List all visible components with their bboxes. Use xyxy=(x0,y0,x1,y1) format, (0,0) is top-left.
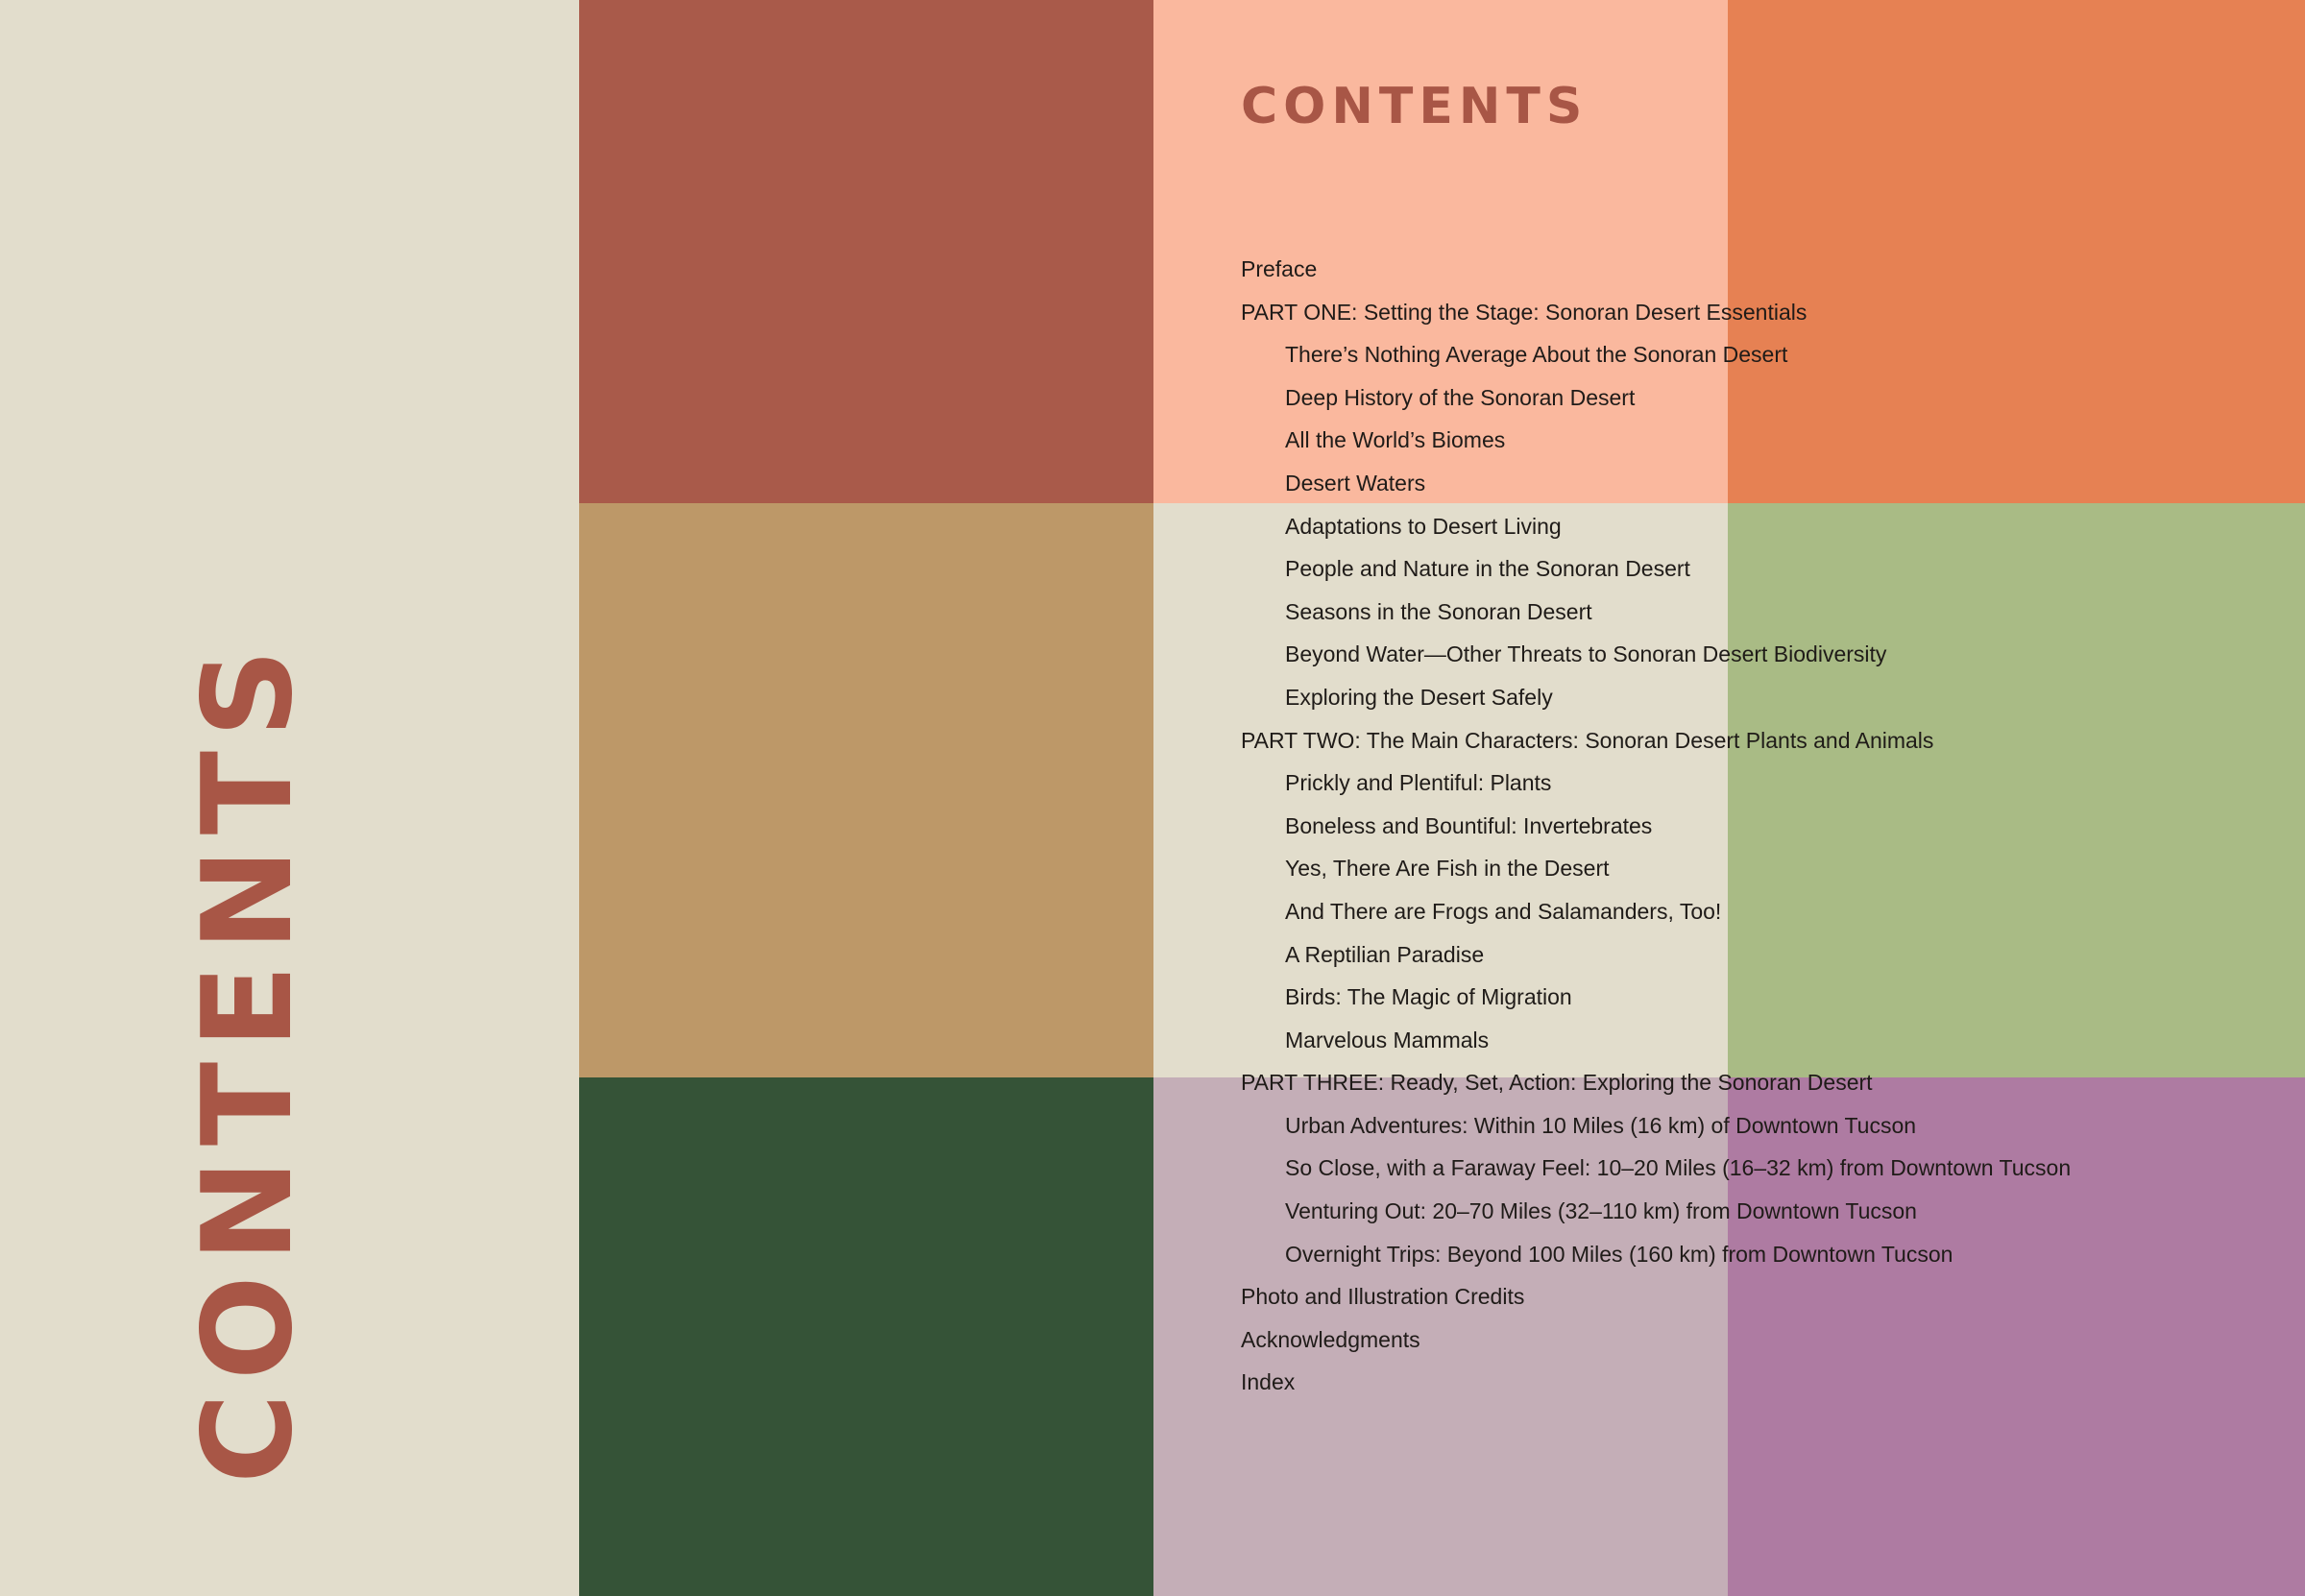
toc-subentry: Yes, There Are Fish in the Desert xyxy=(1285,856,1610,882)
toc-subentry: Overnight Trips: Beyond 100 Miles (160 km) from Downtown Tucson xyxy=(1285,1241,1953,1267)
toc-subentry: Adaptations to Desert Living xyxy=(1285,513,1562,539)
toc-subentry: People and Nature in the Sonoran Desert xyxy=(1285,556,1690,582)
toc-subentry: And There are Frogs and Salamanders, Too! xyxy=(1285,898,1722,924)
toc-entry: PART ONE: Setting the Stage: Sonoran Desert Essentials xyxy=(1241,299,1808,325)
toc-entry: Index xyxy=(1241,1369,1296,1395)
toc-subentry: Urban Adventures: Within 10 Miles (16 km) of Downtown Tucson xyxy=(1285,1112,1917,1138)
toc-entry: PART TWO: The Main Characters: Sonoran Desert Plants and Animals xyxy=(1241,727,1934,753)
toc-subentry: Desert Waters xyxy=(1285,470,1426,496)
toc-subentry: There’s Nothing Average About the Sonoran Desert xyxy=(1285,342,1788,368)
toc-subentry: Venturing Out: 20–70 Miles (32–110 km) from Downtown Tucson xyxy=(1285,1198,1917,1224)
toc-subentry: All the World’s Biomes xyxy=(1285,427,1506,453)
toc-subentry: Exploring the Desert Safely xyxy=(1285,684,1553,710)
toc-subentry: A Reptilian Paradise xyxy=(1285,941,1485,967)
toc-subentry: Deep History of the Sonoran Desert xyxy=(1285,384,1636,410)
toc-subentry: Prickly and Plentiful: Plants xyxy=(1285,770,1552,796)
toc-entry: PART THREE: Ready, Set, Action: Exploring the Sonoran Desert xyxy=(1241,1070,1873,1096)
table-of-contents xyxy=(1241,248,2071,1404)
toc-subentry: Marvelous Mammals xyxy=(1285,1027,1490,1052)
toc-subentry: Boneless and Bountiful: Invertebrates xyxy=(1285,812,1653,838)
toc-subentry: Seasons in the Sonoran Desert xyxy=(1285,598,1592,624)
swatch-rust xyxy=(579,0,1153,503)
left-spine-panel xyxy=(0,0,579,1596)
toc-subentry: So Close, with a Faraway Feel: 10–20 Miles (16–32 km) from Downtown Tucson xyxy=(1285,1155,2072,1181)
swatch-tan xyxy=(579,503,1153,1077)
spine-title: CONTENTS xyxy=(177,635,320,1484)
toc-subentry: Birds: The Magic of Migration xyxy=(1285,984,1572,1010)
toc-entry: Preface xyxy=(1241,256,1318,281)
toc-entry: Acknowledgments xyxy=(1241,1326,1420,1352)
contents-heading: CONTENTS xyxy=(1241,78,1589,135)
toc-subentry: Beyond Water—Other Threats to Sonoran Desert Biodiversity xyxy=(1285,641,1887,667)
swatch-forest xyxy=(579,1077,1153,1596)
toc-entry: Photo and Illustration Credits xyxy=(1241,1284,1525,1310)
